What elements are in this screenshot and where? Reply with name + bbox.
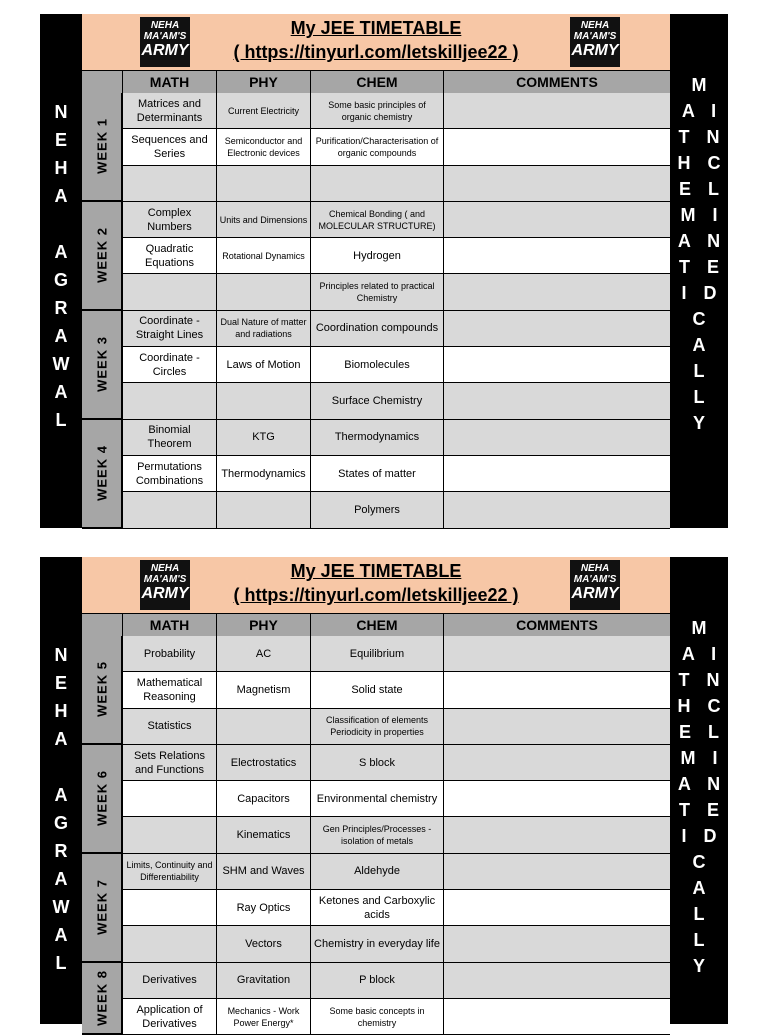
title-banner [82,557,670,613]
table-row [122,890,670,926]
week-label [82,745,122,852]
week-block [82,854,670,963]
cell-math [122,926,216,961]
cell-comments[interactable] [443,166,670,201]
cell-phy: Ray Optics [216,890,310,925]
table-row [122,781,670,817]
table-row [122,817,670,853]
cell-phy: AC [216,636,310,671]
column-header-chem: CHEM [310,71,443,93]
cell-phy: Laws of Motion [216,347,310,382]
cell-chem: Thermodynamics [310,420,443,455]
table-row [122,420,670,456]
side-letter: G [53,270,68,290]
cell-math [122,166,216,201]
header-week-spacer [82,614,122,636]
army-logo: NEHA MA'AM'S ARMY [140,17,190,67]
cell-math [122,492,216,527]
cell-chem: States of matter [310,456,443,491]
column-header-row [82,613,670,637]
side-letter: Y [692,956,711,976]
side-banner-right [670,14,728,528]
cell-math: Limits, Continuity and Differentiability [122,854,216,889]
side-letter: H [54,701,68,721]
table-row [122,274,670,310]
cell-comments[interactable] [443,202,670,237]
side-letter: A I [681,101,723,121]
cell-chem [310,166,443,201]
cell-comments[interactable] [443,420,670,455]
side-letter: I D [681,826,723,846]
side-letter: L [693,930,711,950]
page-url[interactable]: ( https://tinyurl.com/letskilljee22 ) [233,42,519,62]
week-label-text: WEEK 3 [94,336,109,393]
cell-chem: Solid state [310,672,443,707]
column-header-chem: CHEM [310,614,443,636]
week-label-text: WEEK 6 [94,770,109,827]
cell-math [122,383,216,418]
cell-math: Coordinate - Straight Lines [122,311,216,346]
timetable-sheet-1 [40,14,728,528]
week-label [82,636,122,743]
cell-comments[interactable] [443,383,670,418]
side-letter: E L [678,722,725,742]
cell-chem: Polymers [310,492,443,527]
side-letter: H C [677,696,727,716]
cell-phy [216,166,310,201]
side-letter: E L [678,179,725,199]
cell-comments[interactable] [443,709,670,744]
side-letter: A [54,869,68,889]
table-row [122,166,670,202]
side-letter: A [54,382,68,402]
side-letter: T N [678,127,726,147]
cell-comments[interactable] [443,347,670,382]
week-block [82,636,670,745]
cell-comments[interactable] [443,817,670,852]
side-letter: A [54,186,68,206]
cell-math [122,817,216,852]
side-letter: A [54,785,68,805]
cell-phy: KTG [216,420,310,455]
cell-comments[interactable] [443,238,670,273]
cell-phy: Semiconductor and Electronic devices [216,129,310,164]
column-header-row [82,70,670,94]
cell-phy: Gravitation [216,963,310,998]
side-letter: L [693,904,711,924]
cell-chem: Ketones and Carboxylic acids [310,890,443,925]
cell-math: Probability [122,636,216,671]
side-letter: A [54,326,68,346]
week-label-text: WEEK 7 [94,879,109,936]
cell-phy: Units and Dimensions [216,202,310,237]
cell-comments[interactable] [443,311,670,346]
side-letter: C [692,852,712,872]
cell-math: Sets Relations and Functions [122,745,216,780]
cell-math: Coordinate - Circles [122,347,216,382]
timetable-sheet-2 [40,557,728,1030]
side-letter: M [691,618,713,638]
cell-comments[interactable] [443,781,670,816]
table-row [122,383,670,419]
week-label [82,420,122,527]
week-label-text: WEEK 8 [94,970,109,1026]
cell-chem: Gen Principles/Processes - isolation of metals [310,817,443,852]
side-letter: N [54,645,68,665]
side-letter: M I [680,205,724,225]
cell-comments[interactable] [443,636,670,671]
cell-chem: Surface Chemistry [310,383,443,418]
cell-comments[interactable] [443,854,670,889]
cell-phy: Capacitors [216,781,310,816]
side-letter: A [692,335,712,355]
side-letter: Y [692,413,711,433]
table-row [122,238,670,274]
column-header-comments: COMMENTS [443,614,670,636]
cell-comments[interactable] [443,672,670,707]
week-label [82,311,122,418]
cell-chem: Some basic concepts in chemistry [310,999,443,1034]
side-letter: L [693,387,711,407]
cell-chem: Coordination compounds [310,311,443,346]
cell-chem: Aldehyde [310,854,443,889]
table-row [122,93,670,129]
cell-chem: S block [310,745,443,780]
side-letter: T E [678,257,725,277]
table-row [122,854,670,890]
table-row [122,492,670,528]
cell-comments[interactable] [443,129,670,164]
page-url[interactable]: ( https://tinyurl.com/letskilljee22 ) [233,585,519,605]
cell-phy: Dual Nature of matter and radiations [216,311,310,346]
side-letter: A I [681,644,723,664]
cell-chem: Classification of elements Periodicity in properties [310,709,443,744]
cell-phy [216,274,310,309]
week-block [82,420,670,529]
side-letter [40,210,82,238]
cell-phy: Thermodynamics [216,456,310,491]
cell-chem: Some basic principles of organic chemistry [310,93,443,128]
column-header-phy: PHY [216,71,310,93]
table-row [122,456,670,492]
week-block [82,93,670,202]
column-header-math: MATH [122,71,216,93]
timetable-main [82,14,670,528]
week-label [82,854,122,961]
side-letter: L [693,361,711,381]
cell-chem: Principles related to practical Chemistry [310,274,443,309]
table-row [122,963,670,999]
cell-comments[interactable] [443,456,670,491]
cell-comments[interactable] [443,492,670,527]
side-letter: G [53,813,68,833]
side-letter: R [54,841,68,861]
table-row [122,926,670,962]
table-row [122,347,670,383]
side-letter: L [55,953,67,973]
cell-comments[interactable] [443,963,670,998]
table-row [122,129,670,165]
week-block [82,311,670,420]
cell-math [122,890,216,925]
cell-comments[interactable] [443,926,670,961]
cell-chem: P block [310,963,443,998]
cell-math: Permutations Combinations [122,456,216,491]
side-letter [40,753,82,781]
week-block [82,963,670,1035]
cell-phy: Mechanics - Work Power Energy* [216,999,310,1034]
table-row [122,202,670,238]
side-letter: A [54,729,68,749]
side-letter: W [52,354,70,374]
cell-chem: Hydrogen [310,238,443,273]
side-letter: M [691,75,713,95]
week-block [82,202,670,311]
side-letter: A N [677,231,727,251]
side-letter: A [54,242,68,262]
cell-phy [216,709,310,744]
side-banner-left [40,14,82,528]
page-title: My JEE TIMETABLE [290,18,462,38]
week-label-text: WEEK 5 [94,661,109,718]
cell-comments[interactable] [443,999,670,1034]
cell-math: Mathematical Reasoning [122,672,216,707]
cell-math [122,781,216,816]
side-letter: W [52,897,70,917]
side-letter: R [54,298,68,318]
cell-phy: Kinematics [216,817,310,852]
cell-phy: Electrostatics [216,745,310,780]
cell-math: Matrices and Determinants [122,93,216,128]
header-week-spacer [82,71,122,93]
cell-math [122,274,216,309]
side-letter: L [55,410,67,430]
week-block [82,745,670,854]
side-letter: E [54,673,67,693]
cell-comments[interactable] [443,93,670,128]
army-logo: NEHA MA'AM'S ARMY [570,17,620,67]
week-label-text: WEEK 2 [94,227,109,284]
side-letter: H [54,158,68,178]
table-row [122,709,670,745]
cell-chem: Environmental chemistry [310,781,443,816]
side-letter: C [692,309,712,329]
table-row [122,672,670,708]
week-label [82,963,122,1034]
cell-phy: Magnetism [216,672,310,707]
side-letter: A [54,925,68,945]
cell-math: Complex Numbers [122,202,216,237]
army-logo: NEHA MA'AM'S ARMY [140,560,190,610]
cell-comments[interactable] [443,274,670,309]
column-header-comments: COMMENTS [443,71,670,93]
cell-chem: Biomolecules [310,347,443,382]
side-letter: N [54,102,68,122]
side-letter: A N [677,774,727,794]
side-letter: T E [678,800,725,820]
column-header-phy: PHY [216,614,310,636]
week-label-text: WEEK 4 [94,445,109,502]
cell-math: Statistics [122,709,216,744]
cell-chem: Chemical Bonding ( and MOLECULAR STRUCTURE) [310,202,443,237]
table-row [122,636,670,672]
week-label-text: WEEK 1 [94,118,109,175]
cell-phy [216,492,310,527]
table-row [122,999,670,1035]
cell-chem: Chemistry in everyday life [310,926,443,961]
cell-comments[interactable] [443,745,670,780]
side-letter: I D [681,283,723,303]
page-title: My JEE TIMETABLE [290,561,462,581]
cell-math: Sequences and Series [122,129,216,164]
week-label [82,93,122,200]
side-letter: E [54,130,67,150]
title-banner [82,14,670,70]
cell-comments[interactable] [443,890,670,925]
cell-math: Application of Derivatives [122,999,216,1034]
cell-phy: Current Electricity [216,93,310,128]
column-header-math: MATH [122,614,216,636]
week-label [82,202,122,309]
timetable-main [82,557,670,1030]
cell-chem: Equilibrium [310,636,443,671]
cell-chem: Purification/Characterisation of organic compounds [310,129,443,164]
cell-phy: SHM and Waves [216,854,310,889]
cell-math: Derivatives [122,963,216,998]
side-banner-right [670,557,728,1024]
side-letter: T N [678,670,726,690]
cell-math: Quadratic Equations [122,238,216,273]
cell-math: Binomial Theorem [122,420,216,455]
side-banner-left [40,557,82,1024]
cell-phy: Vectors [216,926,310,961]
table-row [122,311,670,347]
side-letter: H C [677,153,727,173]
side-letter: A [692,878,712,898]
army-logo: NEHA MA'AM'S ARMY [570,560,620,610]
cell-phy [216,383,310,418]
side-letter: M I [680,748,724,768]
table-row [122,745,670,781]
cell-phy: Rotational Dynamics [216,238,310,273]
